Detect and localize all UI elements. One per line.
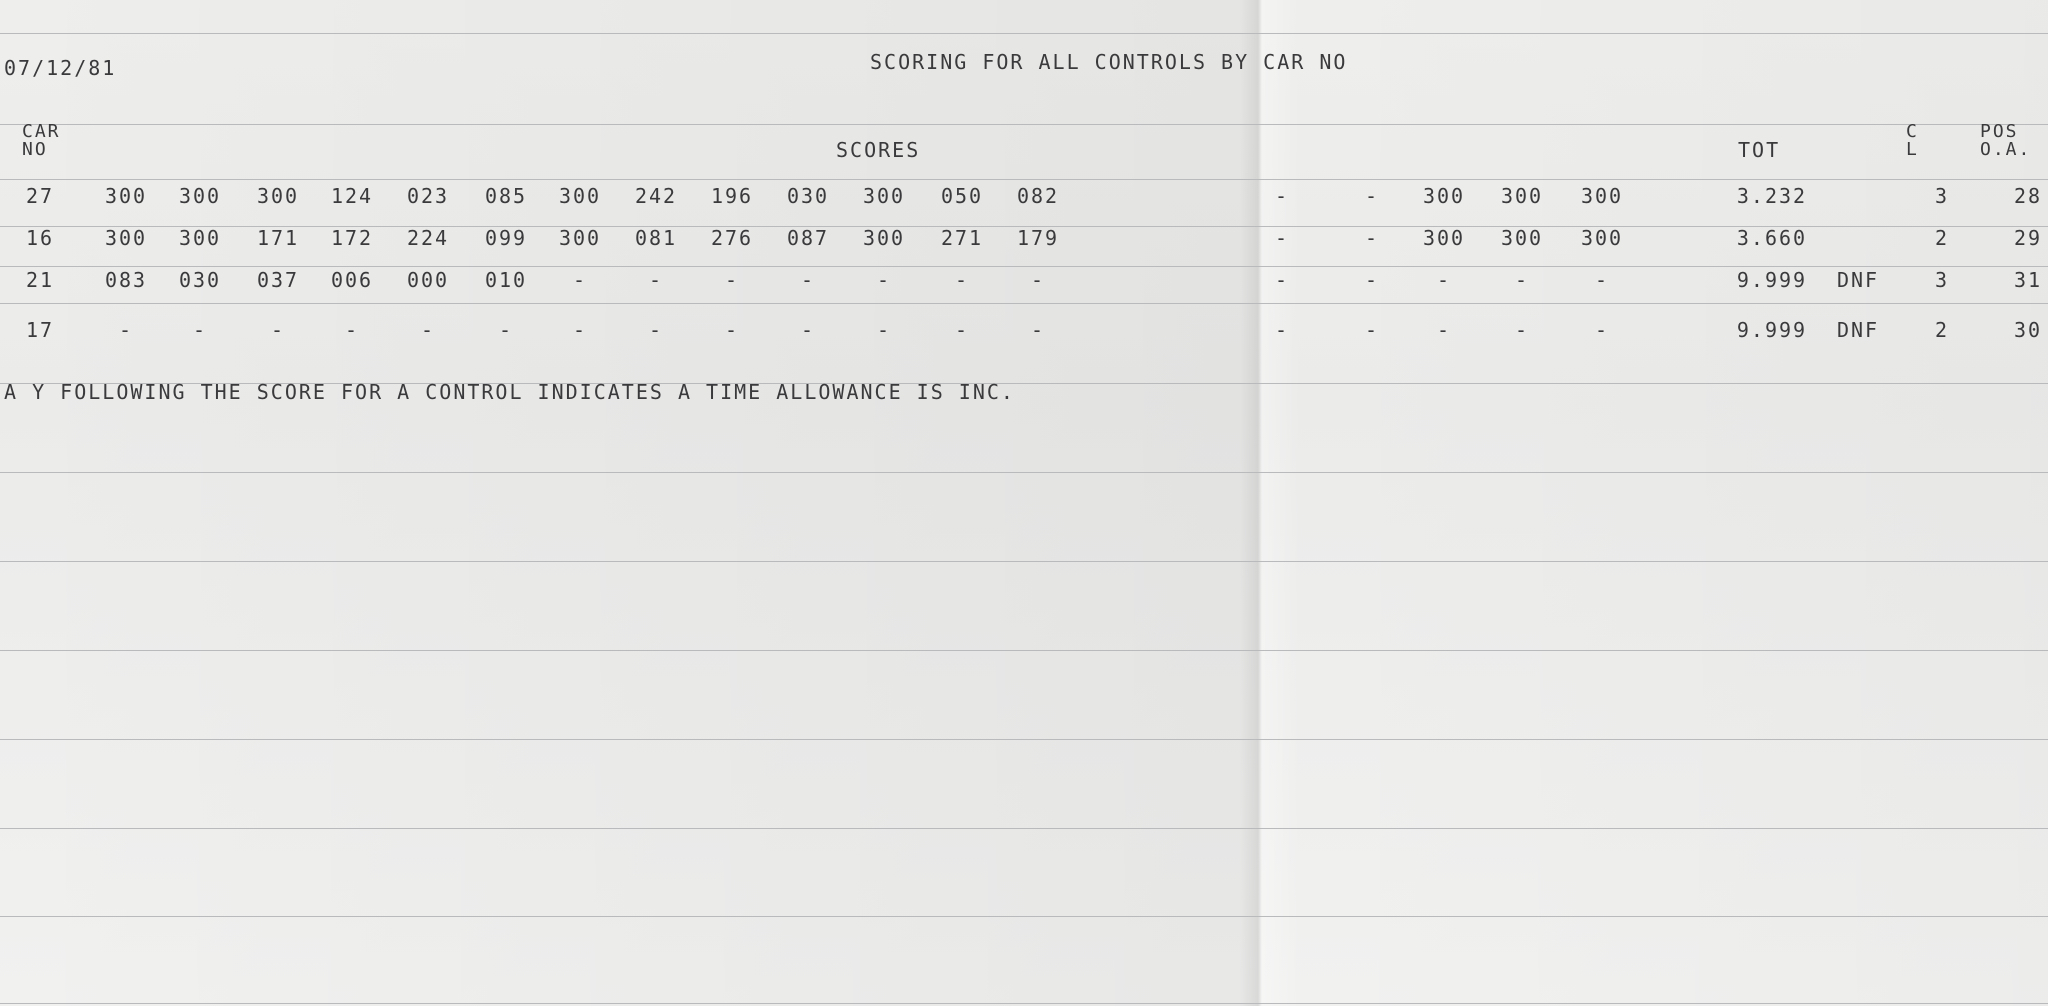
ruled-line — [0, 1003, 2048, 1004]
control-score: - — [1436, 268, 1452, 292]
header-tot: TOT — [1738, 138, 1781, 162]
control-score: - — [1030, 268, 1046, 292]
control-score: 242 — [634, 184, 678, 208]
control-score: 124 — [330, 184, 374, 208]
overall-position: 28 — [2013, 184, 2043, 208]
control-score: 300 — [862, 184, 906, 208]
total-score: 3.232 — [1736, 184, 1808, 208]
car-number: 17 — [25, 318, 55, 342]
control-score: 085 — [484, 184, 528, 208]
control-score: 300 — [558, 226, 602, 250]
control-score: - — [1030, 318, 1046, 342]
control-score: - — [1594, 318, 1610, 342]
header-cl — [1906, 123, 1919, 159]
ruled-line — [0, 828, 2048, 829]
header-car-line2: NO — [22, 139, 48, 160]
total-score: 9.999 — [1736, 318, 1808, 342]
control-score: 000 — [406, 268, 450, 292]
control-score: 300 — [1422, 226, 1466, 250]
control-score: - — [344, 318, 360, 342]
car-number: 21 — [25, 268, 55, 292]
header-cl-line1: C — [1906, 121, 1919, 142]
ruled-line — [0, 303, 2048, 304]
class-number: 3 — [1934, 268, 1950, 292]
control-score: 276 — [710, 226, 754, 250]
control-score: - — [1274, 318, 1290, 342]
control-score: 300 — [256, 184, 300, 208]
control-score: 099 — [484, 226, 528, 250]
overall-position: 31 — [2013, 268, 2043, 292]
control-score: 082 — [1016, 184, 1060, 208]
control-score: - — [1364, 184, 1380, 208]
control-score: - — [876, 268, 892, 292]
ruled-line — [0, 916, 2048, 917]
control-score: - — [1364, 318, 1380, 342]
control-score: 179 — [1016, 226, 1060, 250]
control-score: - — [1274, 184, 1290, 208]
control-score: - — [1274, 268, 1290, 292]
control-score: - — [724, 318, 740, 342]
ruled-line — [0, 124, 2048, 125]
control-score: - — [954, 268, 970, 292]
control-score: - — [1594, 268, 1610, 292]
total-score: 9.999 — [1736, 268, 1808, 292]
control-score: 300 — [1500, 226, 1544, 250]
control-score: 006 — [330, 268, 374, 292]
overall-position: 29 — [2013, 226, 2043, 250]
control-score: 224 — [406, 226, 450, 250]
header-pos-line2: O.A. — [1980, 139, 2032, 160]
control-score: - — [1514, 318, 1530, 342]
control-score: - — [270, 318, 286, 342]
header-pos-line1: POS — [1980, 121, 2019, 142]
report-date: 07/12/81 — [4, 56, 117, 80]
control-score: 087 — [786, 226, 830, 250]
control-score: - — [118, 318, 134, 342]
control-score: 083 — [104, 268, 148, 292]
control-score: 171 — [256, 226, 300, 250]
control-score: 300 — [1580, 184, 1624, 208]
ruled-line — [0, 472, 2048, 473]
car-number: 27 — [25, 184, 55, 208]
control-score: - — [1274, 226, 1290, 250]
control-score: - — [498, 318, 514, 342]
header-cl-line2: L — [1906, 139, 1919, 160]
class-number: 3 — [1934, 184, 1950, 208]
control-score: 300 — [558, 184, 602, 208]
control-score: - — [192, 318, 208, 342]
car-number: 16 — [25, 226, 55, 250]
control-score: - — [1364, 268, 1380, 292]
control-score: - — [420, 318, 436, 342]
control-score: 300 — [104, 184, 148, 208]
control-score: 300 — [1422, 184, 1466, 208]
control-score: 050 — [940, 184, 984, 208]
control-score: - — [648, 318, 664, 342]
class-number: 2 — [1934, 226, 1950, 250]
control-score: 300 — [178, 226, 222, 250]
header-car-line1: CAR — [22, 121, 61, 142]
control-score: - — [724, 268, 740, 292]
overall-position: 30 — [2013, 318, 2043, 342]
header-scores: SCORES — [836, 138, 921, 162]
control-score: 023 — [406, 184, 450, 208]
control-score: 081 — [634, 226, 678, 250]
control-score: 300 — [1500, 184, 1544, 208]
control-score: 010 — [484, 268, 528, 292]
control-score: 300 — [862, 226, 906, 250]
class-number: 2 — [1934, 318, 1950, 342]
header-car-no — [22, 123, 61, 159]
control-score: - — [800, 268, 816, 292]
ruled-line — [0, 266, 2048, 267]
control-score: 300 — [104, 226, 148, 250]
ruled-line — [0, 33, 2048, 34]
header-pos-oa — [1980, 123, 2031, 159]
control-score: - — [572, 268, 588, 292]
control-score: 172 — [330, 226, 374, 250]
ruled-line — [0, 739, 2048, 740]
control-score: 037 — [256, 268, 300, 292]
control-score: 030 — [178, 268, 222, 292]
ruled-line — [0, 650, 2048, 651]
control-score: 300 — [178, 184, 222, 208]
control-score: - — [1514, 268, 1530, 292]
finish-flag: DNF — [1836, 318, 1880, 342]
control-score: - — [800, 318, 816, 342]
control-score: - — [648, 268, 664, 292]
ruled-line — [0, 561, 2048, 562]
control-score: 196 — [710, 184, 754, 208]
ruled-line — [0, 179, 2048, 180]
total-score: 3.660 — [1736, 226, 1808, 250]
control-score: - — [572, 318, 588, 342]
footnote: A Y FOLLOWING THE SCORE FOR A CONTROL INDICATES A TIME ALLOWANCE IS INC. — [4, 380, 1015, 404]
control-score: - — [954, 318, 970, 342]
control-score: 030 — [786, 184, 830, 208]
control-score: 271 — [940, 226, 984, 250]
control-score: 300 — [1580, 226, 1624, 250]
report-title: SCORING FOR ALL CONTROLS BY CAR NO — [870, 50, 1348, 74]
finish-flag: DNF — [1836, 268, 1880, 292]
control-score: - — [876, 318, 892, 342]
control-score: - — [1436, 318, 1452, 342]
control-score: - — [1364, 226, 1380, 250]
